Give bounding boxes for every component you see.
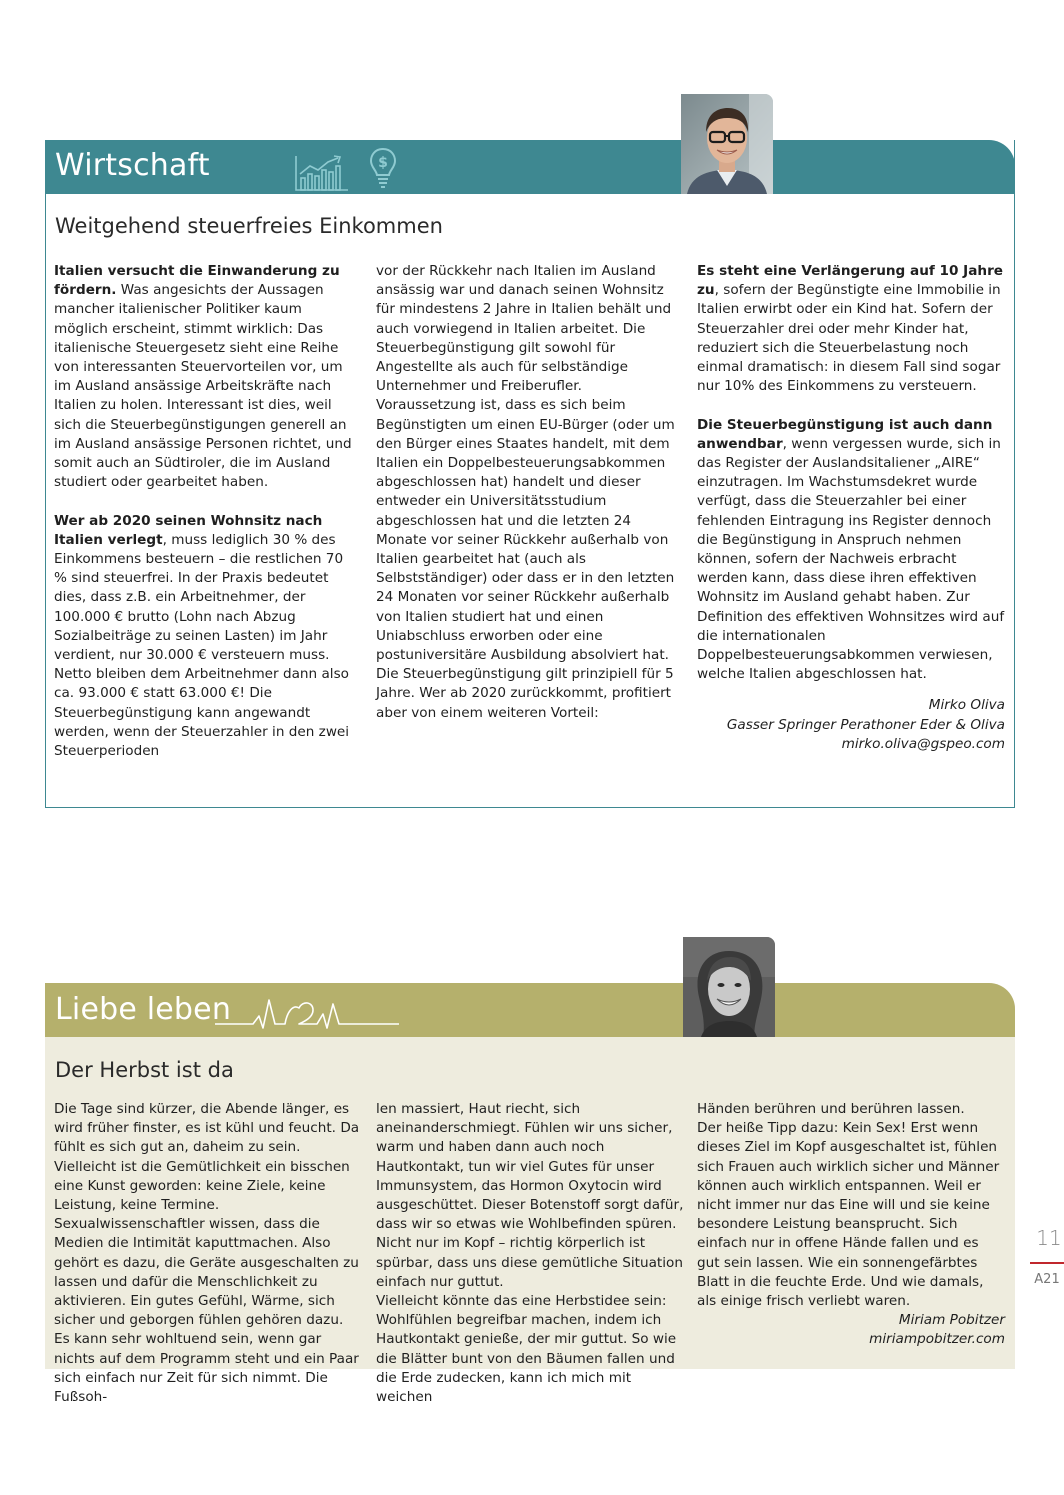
paragraph-text: len massiert, Haut riecht, sich aneinanderschmiegt. Fühlen wir uns sicher, warm und haben dann auch noch Hautkontakt, tun wir viel Gutes für unser Immunsystem, das Hormon Oxytocin wird ausgeschüttet. Dieser Botenstoff sorgt dafür, dass wir so etwas wie Wohlbefinden spüren. Nicht nur im Kopf – richtig körperlich ist spürbar, dass uns diese gemütliche Situation einfach nur guttut. — [376, 1101, 684, 1290]
liebe-column-3 — [697, 1100, 1005, 1350]
growth-chart-icon — [294, 152, 350, 192]
paragraph-text: , muss lediglich 30 % des Einkommens besteuern – die restlichen 70 % sind steuerfrei. In der Praxis bedeutet dies, dass z.B. ein Arbeitnehmer, der 100.000 € brutto (Lohn nach Abzug Sozialbeiträge zu seinen Lasten) im Jahr verdient, nur 30.000 € versteuern muss. Netto bleiben dem Arbeitnehmer dann also ca. 93.000 € statt 63.000 €! Die Steuerbegünstigung kann angewandt werden, wenn der Steuerzahler in den zwei Steuerperioden — [54, 531, 350, 760]
paragraph — [697, 416, 1005, 685]
page-code: A21 — [1034, 1272, 1060, 1287]
paragraph — [54, 262, 360, 492]
liebe-column-2 — [376, 1100, 686, 1407]
liebe-title: Liebe leben — [55, 992, 232, 1027]
lead-in: Es steht eine Verlängerung auf 10 Jahre zu — [697, 263, 1003, 299]
author-firm: Gasser Springer Perathoner Eder & Oliva — [726, 716, 1005, 733]
paragraph-text: Der heiße Tipp dazu: Kein Sex! Erst wenn dieses Ziel im Kopf ausgeschaltet ist, fühlen sich Frauen auch wirklich sicher und Männer können auch wirklich entspannen. Weil er nicht immer nur das Eine will und sie keine besondere Leistung beansprucht. Sich einfach nur in offene Hände fallen und es gut sein lassen. Wie ein sonnengefärbtes Blatt in die feuchte Erde. Und wie damals, als einige frisch verliebt waren. — [697, 1120, 1000, 1310]
author-photo-miriam-pobitzer — [683, 937, 775, 1037]
heartbeat-heart-icon — [213, 990, 401, 1030]
paragraph-text: , sofern der Begünstigte eine Immobilie in Italien erwirbt oder ein Kind hat. Sofern der Steuerzahler drei oder mehr Kinder hat, reduziert sich die Steuerbelastung noch einmal dramatisch: in diesem Fall sind sogar nur 10% des Einkommens zu versteuern. — [697, 282, 1001, 395]
page-number: 11 — [1036, 1226, 1062, 1250]
paragraph — [54, 512, 360, 762]
paragraph-text: Vielleicht könnte das eine Herbstidee sein: Wohlfühlen begreifbar machen, indem ich Hautkontakt genieße, der mir guttut. So wie die Blätter bunt von den Bäumen fallen und die Erde zudecken, kann ich mich mit weichen — [376, 1293, 677, 1406]
author-website[interactable]: miriampobitzer.com — [869, 1331, 1005, 1348]
author-name: Miriam Pobitzer — [898, 1312, 1005, 1329]
paragraph-text: vor der Rückkehr nach Italien im Ausland ansässig war und danach seinen Wohnsitz für mindestens 2 Jahre in Italien behält und auch vorwiegend in Italien arbeitet. Die Steuerbegünstigung gilt sowohl für Angestellte als auch für selbständige Unternehmer und Freiberufler. Voraussetzung ist, dass es sich beim Begünstigten um einen EU-Bürger (oder um den Bürger eines Staates handelt, mit dem Italien ein Doppelbesteuerungsabkommen abgeschlossen hat) handelt und dieser entweder ein Universitätsstudium abgeschlossen hat und die letzten 24 Monate vor seiner Rückkehr außerhalb von Italien gearbeitet hat (auch als Selbstständiger) oder dass er in den letzten 24 Monaten vor seiner Rückkehr außerhalb von Italien studiert hat und einen Uniabschluss erworben oder eine postuniversitäre Ausbildung absolviert hat. Die Steuerbegünstigung gilt prinzipiell für 5 Jahre. Wer ab 2020 zurückkommt, profitiert aber von einem weiteren Vorteil: — [376, 263, 675, 721]
paragraph-text: , wenn vergessen wurde, sich in das Register der Auslandsitaliener „AIRE“ einzutragen. Im Wachstumsdekret wurde verfügt, dass die Steuerzahler bei einer fehlenden Eintragung ins Register dennoch die Begünstigung in Anspruch nehmen können, sofern der Nachweis erbracht werden kann, dass diese ihren effektiven Wohnsitz im Ausland gehabt haben. Zur Definition des effektiven Wohnsitzes wird auf die internationalen Doppelbesteuerungsabkommen verwiesen, welche Italien abgeschlossen hat. — [697, 435, 1005, 683]
lead-in: Italien versucht die Einwanderung zu fördern. — [54, 263, 340, 299]
wirtschaft-article-subtitle: Weitgehend steuerfreies Einkommen — [55, 214, 443, 238]
author-name: Mirko Oliva — [928, 697, 1005, 714]
paragraph-text: Die Tage sind kürzer, die Abende länger, es wird früher finster, es ist kühl und feucht. Da fühlt es sich gut an, daheim zu sein. Vielleicht ist die Gemütlichkeit ein bisschen eine Kunst geworden: keine Ziele, keine Leistung, keine Termine. Sexualwissenschaftler wissen, dass die Medien die Intimität kaputtmachen. Also gehört es dazu, die Geräte ausgeschalten zu lassen und dafür die Menschlichkeit zu aktivieren. Ein gutes Gefühl, Wärme, sich sicher und geborgen fühlen gehören dazu. — [54, 1101, 360, 1329]
author-email[interactable]: mirko.oliva@gspeo.com — [841, 735, 1005, 752]
liebe-column-1 — [54, 1100, 364, 1407]
author-photo-mirko-oliva — [681, 94, 773, 194]
wirtschaft-column-3 — [697, 262, 1005, 754]
page-divider — [1030, 1262, 1064, 1264]
wirtschaft-column-2 — [376, 262, 682, 723]
svg-text:$: $ — [378, 155, 388, 171]
paragraph — [697, 262, 1005, 396]
paragraph-text: Was angesichts der Aussagen mancher italienischer Politiker kaum möglich erscheint, stimmt wirklich: Das italienische Steuergesetz sieht eine Reihe von interessanten Steuervorteilen vor, um im Ausland ansässige Arbeitskräfte nach Italien zu holen. Interessant ist dies, weil sich die Steuerbegünstigungen generell an im Ausland ansässige Personen richtet, und somit auch an Südtiroler, die im Ausland studiert oder gearbeitet haben. — [54, 282, 352, 491]
lead-in: Wer ab 2020 seinen Wohnsitz nach Italien verlegt — [54, 512, 323, 548]
wirtschaft-column-1 — [54, 262, 360, 761]
liebe-article-subtitle: Der Herbst ist da — [55, 1058, 234, 1082]
lead-in: Die Steuerbegünstigung ist auch dann anwendbar — [697, 416, 993, 452]
paragraph-text: Es kann sehr wohltuend sein, wenn gar nichts auf dem Programm steht und ein Paar sich einfach nur Zeit für sich nimmt. Die Fußsoh- — [54, 1331, 359, 1406]
paragraph-text: Händen berühren und berühren lassen. — [697, 1101, 965, 1117]
wirtschaft-title: Wirtschaft — [55, 148, 210, 183]
lightbulb-icon — [368, 146, 398, 190]
